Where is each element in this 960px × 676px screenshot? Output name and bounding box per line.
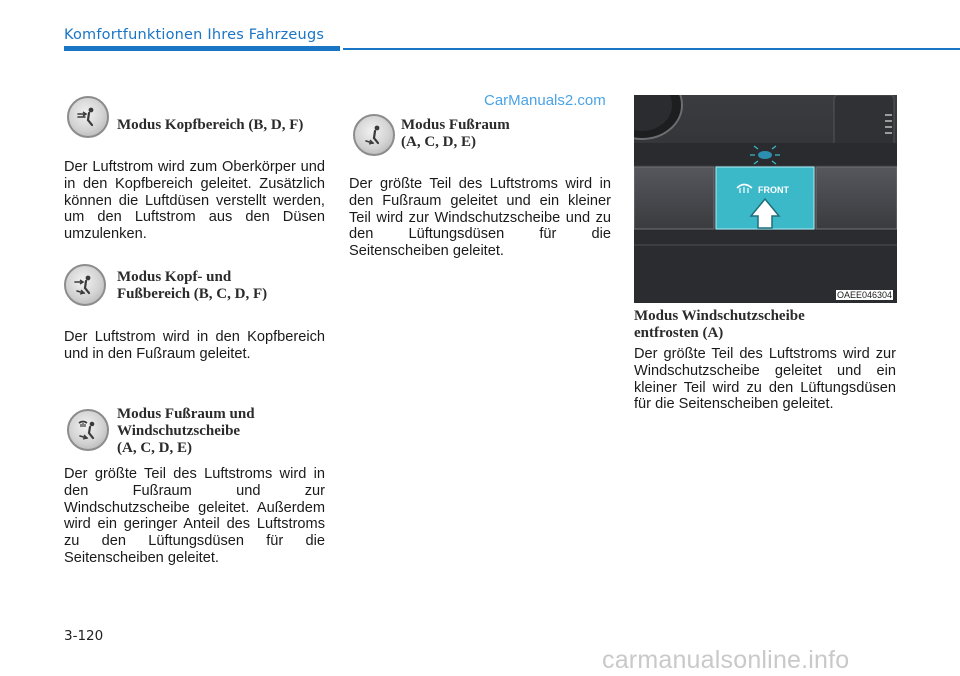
mode-title-kopfbereich: Modus Kopfbereich (B, D, F) bbox=[117, 117, 304, 133]
mode-title-fuss-windschutz: Modus Fußraum und Windschutzscheibe (A, C, D, E) bbox=[117, 406, 255, 456]
section-header-title: Komfortfunktionen Ihres Fahrzeugs bbox=[64, 27, 325, 43]
mode-text-fussraum: Der größte Teil des Luftstroms wird in den Fußraum geleitet und ein kleiner Teil wird zur Windschutzscheibe und zu den Lüftungsdüsen für die Seitenscheiben geleitet. bbox=[349, 176, 611, 260]
face-floor-vent-icon bbox=[64, 264, 106, 306]
control-panel-figure bbox=[634, 95, 897, 303]
figure-code: OAEE046304 bbox=[836, 290, 892, 300]
floor-vent-icon bbox=[353, 114, 395, 156]
mode-text-windschutz-entfrosten: Der größte Teil des Luftstroms wird zur Windschutzscheibe geleitet und ein kleiner Teil wird zu den Lüftungsdüsen für die Seitenscheiben geleitet. bbox=[634, 346, 896, 413]
mode-title-kopf-fuss: Modus Kopf- und Fußbereich (B, C, D, F) bbox=[117, 269, 268, 302]
mode-text-fuss-windschutz: Der größte Teil des Luftstroms wird in den Fußraum und zur Windschutzscheibe geleitet. Außerdem wird ein geringer Anteil des Luftstroms zu den Lüftungsdüsen für die Seitenscheiben geleitet. bbox=[64, 466, 325, 566]
floor-defrost-icon bbox=[67, 409, 109, 451]
mode-title-fussraum: Modus Fußraum (A, C, D, E) bbox=[401, 117, 510, 150]
header-rule-thin bbox=[343, 48, 960, 50]
mode-title-windschutz-entfrosten: Modus Windschutzscheibe entfrosten (A) bbox=[634, 308, 805, 341]
mode-text-kopfbereich: Der Luftstrom wird zum Oberkörper und in den Kopfbereich geleitet. Zusätzlich können die Luftdüsen verstellt werden, um den Luftstrom aus den Düsen umzulenken. bbox=[64, 159, 325, 243]
front-button-label: FRONT bbox=[758, 185, 789, 195]
mode-text-kopf-fuss: Der Luftstrom wird in den Kopfbereich und in den Fußraum geleitet. bbox=[64, 329, 325, 362]
page-number: 3-120 bbox=[64, 628, 104, 644]
header-rule-thick bbox=[64, 46, 340, 51]
face-vent-icon bbox=[67, 96, 109, 138]
footer-site-link[interactable]: carmanualsonline.info bbox=[602, 646, 850, 674]
control-panel-illustration bbox=[634, 95, 897, 303]
watermark-link[interactable]: CarManuals2.com bbox=[484, 92, 606, 109]
